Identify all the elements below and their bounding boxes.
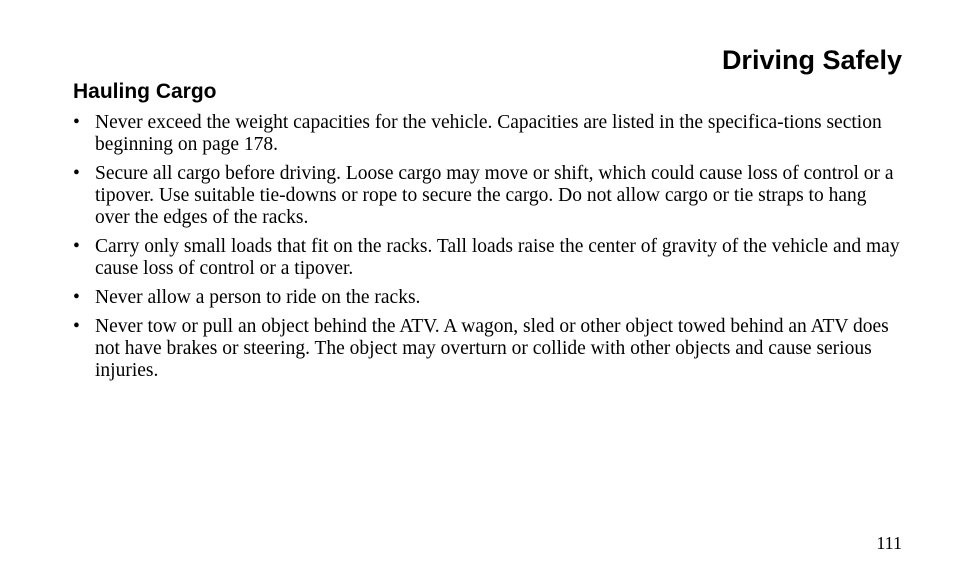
bullet-icon: • bbox=[73, 236, 80, 257]
list-item-text: Never allow a person to ride on the racks. bbox=[95, 287, 421, 308]
list-item bbox=[73, 163, 903, 229]
chapter-title: Driving Safely bbox=[721, 45, 902, 75]
bullet-icon: • bbox=[73, 316, 80, 337]
page-number: 111 bbox=[876, 533, 902, 553]
bullet-icon: • bbox=[73, 163, 80, 184]
list-item-text: Carry only small loads that fit on the racks. Tall loads raise the center of gravity of the vehicle and may cause loss of control or a tipover. bbox=[95, 236, 900, 279]
section-heading: Hauling Cargo bbox=[73, 80, 217, 103]
list-item-text: Never exceed the weight capacities for the vehicle. Capacities are listed in the specifica-tions section beginning on page 178. bbox=[95, 112, 882, 155]
cargo-safety-list bbox=[73, 112, 903, 389]
bullet-icon: • bbox=[73, 112, 80, 133]
list-item-text: Secure all cargo before driving. Loose cargo may move or shift, which could cause loss of control or a tipover. Use suitable tie-downs or rope to secure the cargo. Do not allow cargo or tie straps to hang over the edges of the racks. bbox=[95, 163, 894, 228]
list-item bbox=[73, 287, 903, 309]
list-item bbox=[73, 112, 903, 156]
list-item bbox=[73, 316, 903, 382]
bullet-icon: • bbox=[73, 287, 80, 308]
list-item bbox=[73, 236, 903, 280]
list-item-text: Never tow or pull an object behind the ATV. A wagon, sled or other object towed behind an ATV does not have brakes or steering. The object may overturn or collide with other objects and cause serious injuries. bbox=[95, 316, 889, 381]
